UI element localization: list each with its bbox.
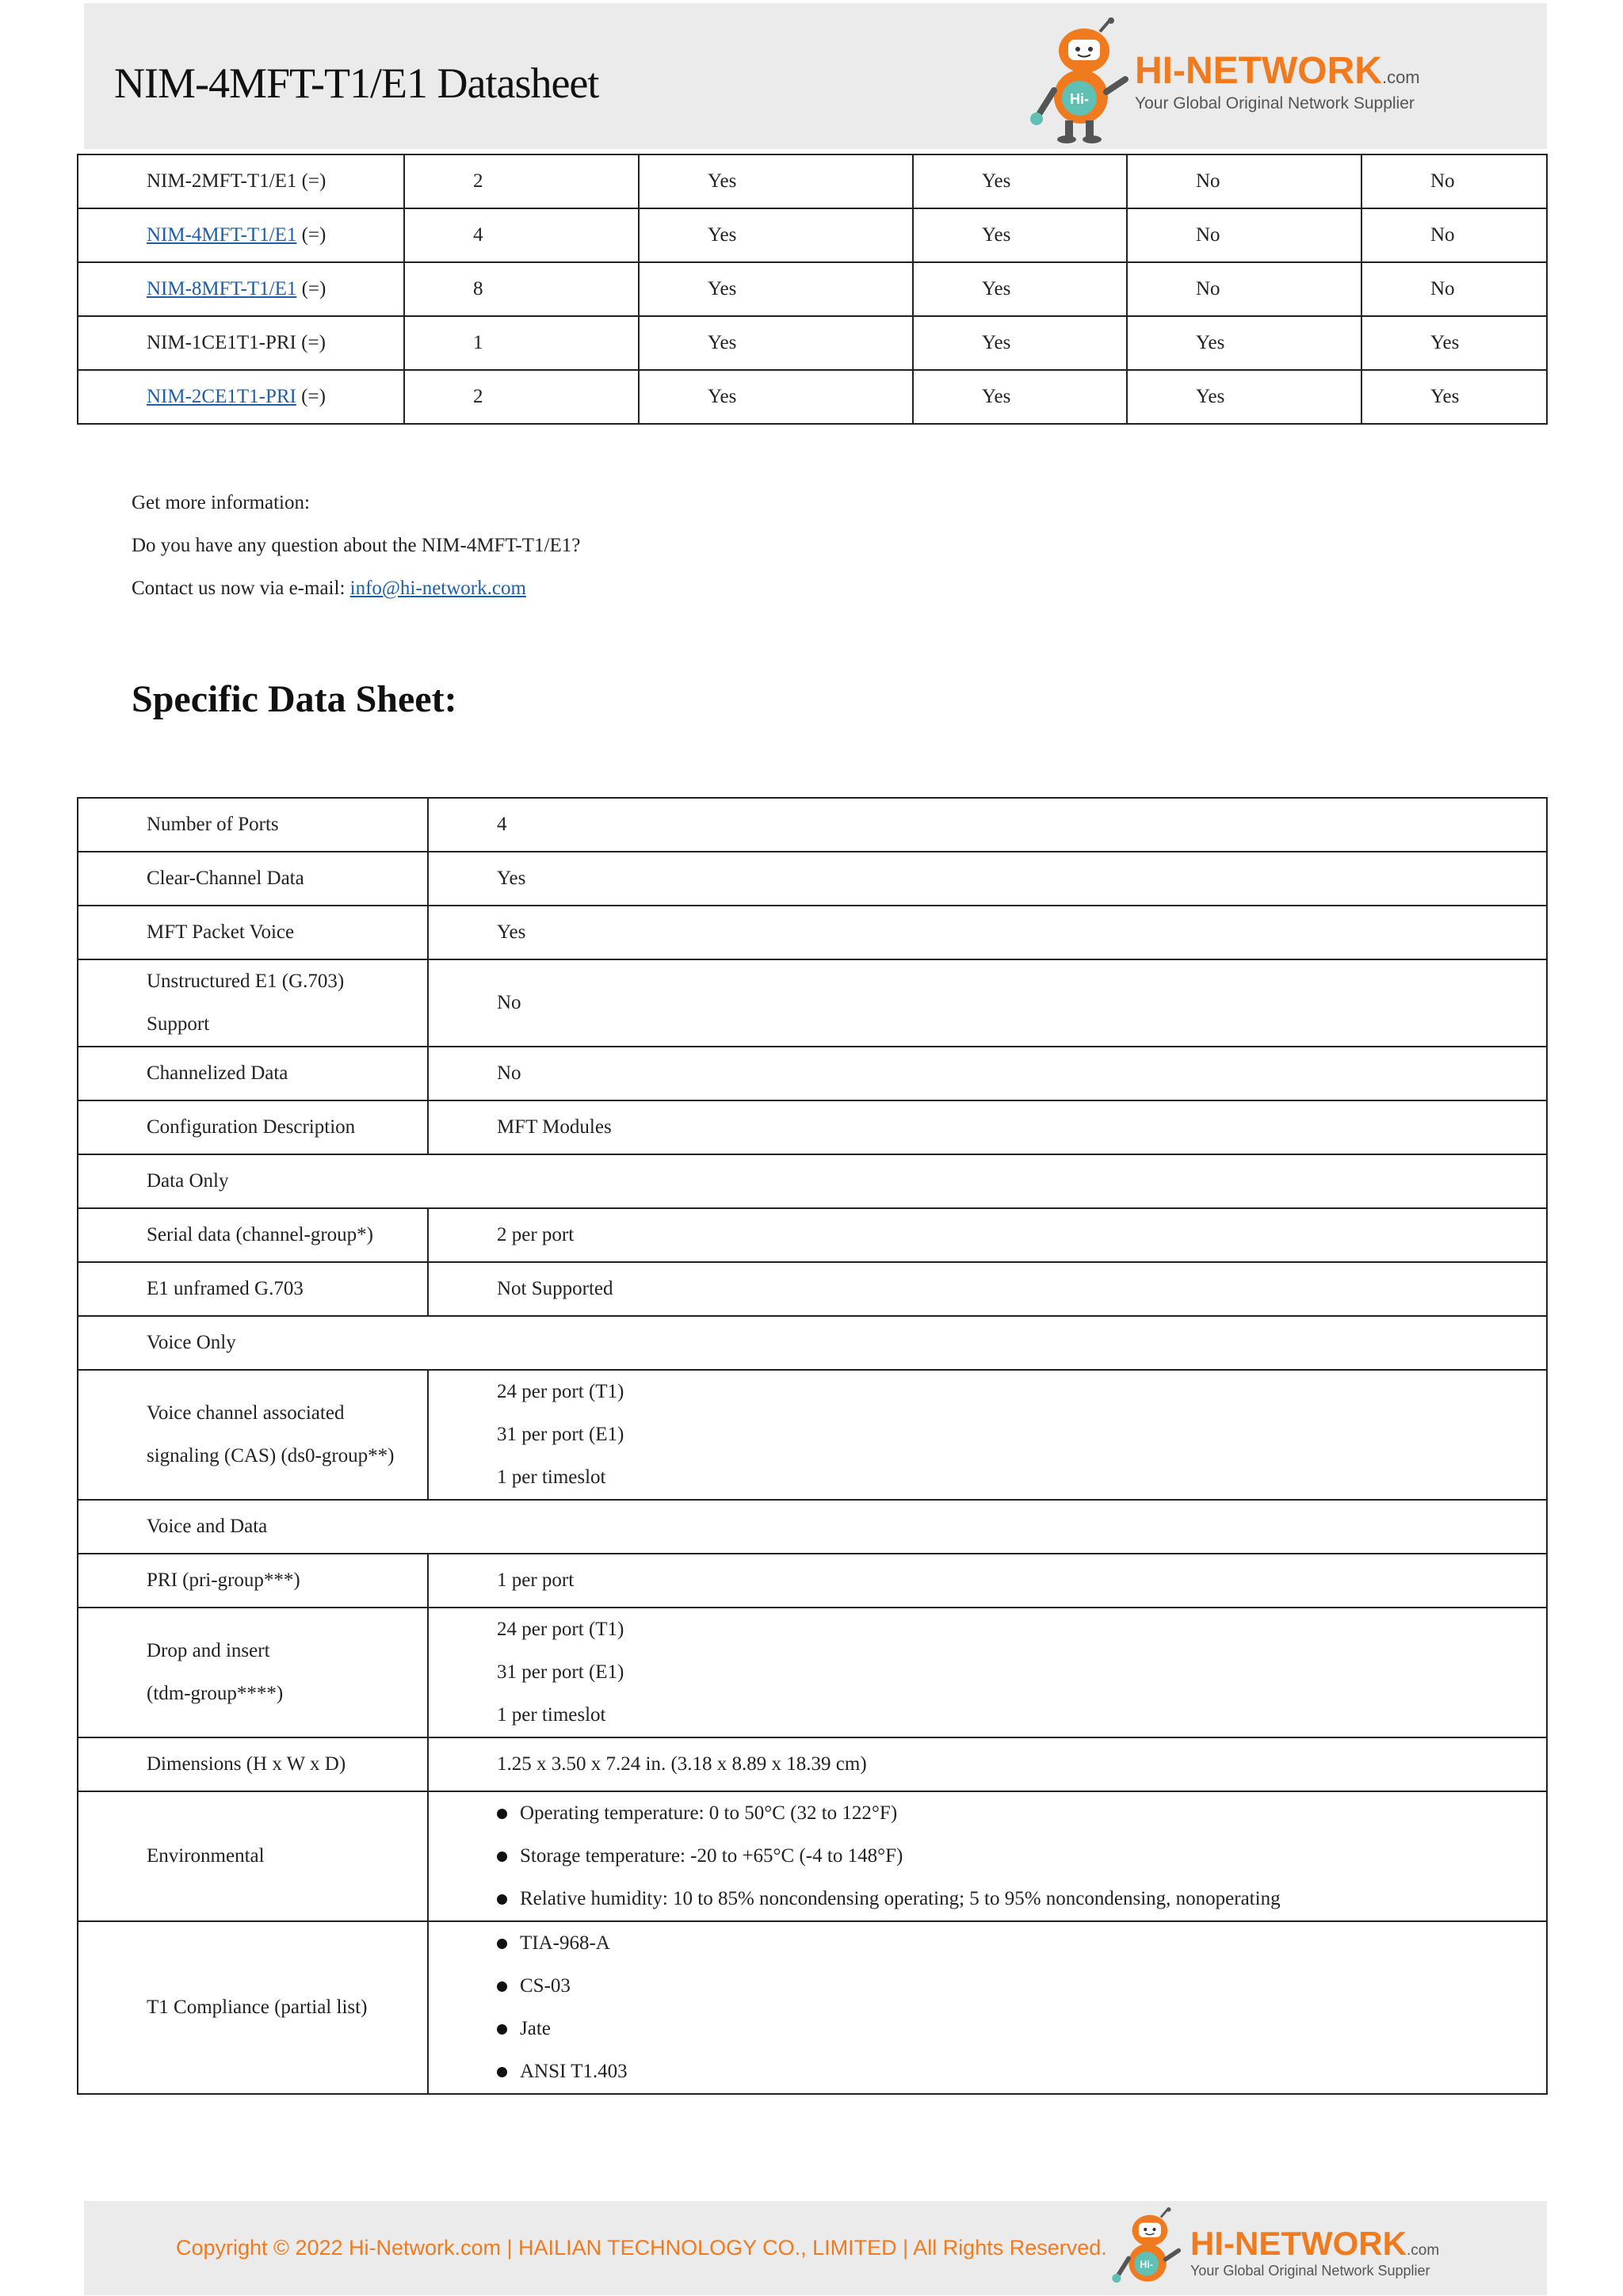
table-cell: Yes [1361,316,1547,370]
model-cell: NIM-4MFT-T1/E1 (=) [78,208,404,262]
model-cell: NIM-2MFT-T1/E1 (=) [78,154,404,208]
table-cell: 1 [404,316,639,370]
table-row [78,1047,1547,1100]
table-cell: Yes [1127,316,1361,370]
environmental-list [497,1792,1546,1920]
table-row [78,1262,1547,1316]
mascot-badge-text: Hi- [1070,91,1089,107]
table-row [78,1791,1547,1921]
table-cell: Yes [1361,370,1547,424]
robot-mascot-icon [1027,17,1130,144]
compliance-list [497,1922,1546,2093]
brand-name: HI-NETWORK.com [1190,2224,1440,2262]
table-cell: Yes [913,262,1127,316]
spec-value: 1 per port [428,1554,1547,1608]
contact-info [132,482,580,610]
table-cell: No [1361,208,1547,262]
table-row [78,1608,1547,1737]
spec-key: Unstructured E1 (G.703) Support [78,959,428,1047]
table-cell: Yes [913,208,1127,262]
table-cell: 2 [404,370,639,424]
spec-table [77,797,1548,2095]
info-question: Do you have any question about the NIM-4MFT-T1/E1? [132,535,581,556]
table-row [78,1554,1547,1608]
brand-name: HI-NETWORK.com [1135,49,1420,92]
spec-section-label: Voice and Data [78,1500,1547,1554]
spec-section-label: Data Only [78,1154,1547,1208]
list-item: CS-03 [497,1965,1546,2008]
spec-value: Not Supported [428,1262,1547,1316]
spec-value: No [428,959,1547,1047]
section-title: Specific Data Sheet: [132,678,457,720]
spec-key: T1 Compliance (partial list) [78,1921,428,2094]
spec-key: Channelized Data [78,1047,428,1100]
spec-value: 1.25 x 3.50 x 7.24 in. (3.18 x 8.89 x 18.39 cm) [428,1737,1547,1791]
model-link[interactable]: NIM-8MFT-T1/E1 [147,278,297,299]
model-cell: NIM-1CE1T1-PRI (=) [78,316,404,370]
table-cell: No [1127,262,1361,316]
table-row [78,1500,1547,1554]
spec-key: Configuration Description [78,1100,428,1154]
spec-key: Drop and insert (tdm-group****) [78,1608,428,1737]
table-row [78,316,1547,370]
table-row [78,1370,1547,1500]
list-item: Operating temperature: 0 to 50°C (32 to 122°F) [497,1792,1546,1835]
table-cell: Yes [639,370,913,424]
table-row [78,208,1547,262]
hi-network-logo [1106,2207,1439,2296]
mascot-badge-text: Hi- [1140,2259,1154,2271]
spec-value: 24 per port (T1) 31 per port (E1) 1 per timeslot [428,1370,1547,1500]
table-cell: Yes [913,370,1127,424]
info-heading: Get more information: [132,492,310,513]
spec-value: Yes [428,906,1547,959]
table-row [78,1316,1547,1370]
document-title: NIM-4MFT-T1/E1 Datasheet [114,59,599,107]
hi-network-logo [1027,17,1420,144]
spec-value: No [428,1047,1547,1100]
spec-key: MFT Packet Voice [78,906,428,959]
table-cell: Yes [639,208,913,262]
list-item: Storage temperature: -20 to +65°C (-4 to 148°F) [497,1835,1546,1878]
table-cell: Yes [639,316,913,370]
spec-value: 24 per port (T1) 31 per port (E1) 1 per timeslot [428,1608,1547,1737]
spec-key: Clear-Channel Data [78,852,428,906]
table-cell: 2 [404,154,639,208]
model-link[interactable]: NIM-4MFT-T1/E1 [147,224,297,246]
table-cell: Yes [1127,370,1361,424]
spec-key: Number of Ports [78,798,428,852]
spec-key: E1 unframed G.703 [78,1262,428,1316]
spec-value: MFT Modules [428,1100,1547,1154]
page-header [84,3,1547,149]
table-cell: Yes [639,154,913,208]
spec-value [428,1791,1547,1921]
brand-tagline: Your Global Original Network Supplier [1135,93,1415,113]
table-cell: Yes [639,262,913,316]
table-cell: Yes [913,316,1127,370]
table-row [78,1208,1547,1262]
spec-value: 2 per port [428,1208,1547,1262]
spec-value [428,1921,1547,2094]
spec-key: PRI (pri-group***) [78,1554,428,1608]
copyright-text: Copyright © 2022 Hi-Network.com | HAILIAN TECHNOLOGY CO., LIMITED | All Rights Reserved. [176,2236,1107,2260]
spec-section-label: Voice Only [78,1316,1547,1370]
model-comparison-table [77,154,1548,425]
list-item: Relative humidity: 10 to 85% noncondensing operating; 5 to 95% noncondensing, nonoperating [497,1878,1546,1920]
table-cell: 4 [404,208,639,262]
table-cell: Yes [913,154,1127,208]
spec-key: Dimensions (H x W x D) [78,1737,428,1791]
table-row [78,262,1547,316]
email-link[interactable]: info@hi-network.com [349,578,526,599]
list-item: ANSI T1.403 [497,2050,1546,2093]
model-link[interactable]: NIM-2CE1T1-PRI [147,386,296,407]
table-row [78,906,1547,959]
table-row [78,959,1547,1047]
table-row [78,852,1547,906]
table-row [78,1921,1547,2094]
spec-value: Yes [428,852,1547,906]
table-cell: No [1127,208,1361,262]
spec-key: Environmental [78,1791,428,1921]
table-row [78,798,1547,852]
spec-key: Voice channel associated signaling (CAS) (ds0-group**) [78,1370,428,1500]
table-row [78,370,1547,424]
list-item: TIA-968-A [497,1922,1546,1965]
list-item: Jate [497,2008,1546,2050]
table-cell: No [1127,154,1361,208]
table-row [78,1154,1547,1208]
table-cell: No [1361,262,1547,316]
spec-key: Serial data (channel-group*) [78,1208,428,1262]
table-cell: 8 [404,262,639,316]
brand-tagline: Your Global Original Network Supplier [1190,2262,1430,2279]
table-row [78,1737,1547,1791]
table-row [78,154,1547,208]
model-cell: NIM-2CE1T1-PRI (=) [78,370,404,424]
spec-value: 4 [428,798,1547,852]
page-footer [84,2201,1547,2295]
table-row [78,1100,1547,1154]
model-cell: NIM-8MFT-T1/E1 (=) [78,262,404,316]
robot-mascot-icon [1106,2207,1186,2296]
info-contact: Contact us now via e-mail: info@hi-network.com [132,578,526,599]
table-cell: No [1361,154,1547,208]
